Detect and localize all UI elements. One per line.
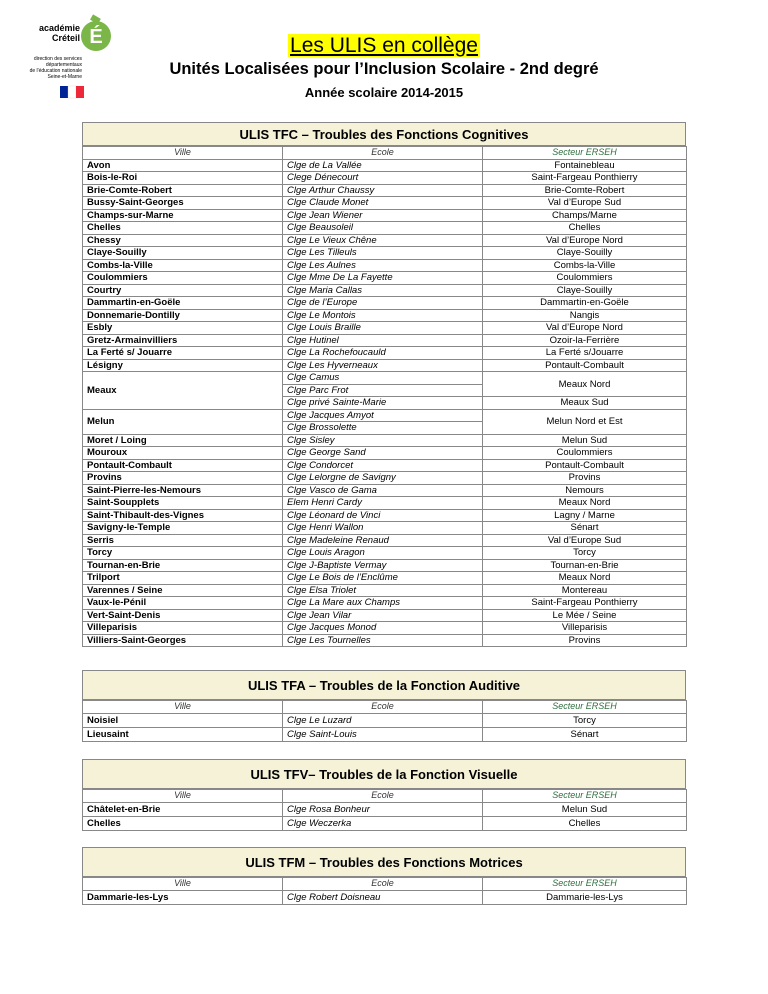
ecole-cell: Clge Elsa Triolet [283, 584, 483, 597]
ecole-cell: Clge Le Montois [283, 309, 483, 322]
ville-cell: Avon [83, 159, 283, 172]
tfm-table [82, 877, 687, 905]
secteur-cell: Melun Sud [483, 434, 687, 447]
ville-cell: Coulommiers [83, 272, 283, 285]
table-row [83, 322, 687, 335]
secteur-cell: Meaux Sud [483, 397, 687, 410]
ecole-cell: Clge Jean Vilar [283, 609, 483, 622]
table-row [83, 447, 687, 460]
col-secteur: Secteur ERSEH [483, 701, 687, 714]
secteur-cell: Le Mée / Seine [483, 609, 687, 622]
table-row [83, 534, 687, 547]
ecole-cell: Clge Louis Aragon [283, 547, 483, 560]
ecole-cell: Clge Le Bois de l’Enclûme [283, 572, 483, 585]
secteur-cell: Val d’Europe Nord [483, 234, 687, 247]
ecole-cell: Clge J-Baptiste Vermay [283, 559, 483, 572]
ecole-cell: Clge privé Sainte-Marie [283, 397, 483, 410]
ville-cell: Châtelet-en-Brie [83, 802, 283, 816]
ville-cell: Claye-Souilly [83, 247, 283, 260]
secteur-cell: Sénart [483, 727, 687, 741]
logo-sub-1: départementaux [45, 62, 82, 68]
col-secteur: Secteur ERSEH [483, 147, 687, 160]
ecole-cell: Clge Weczerka [283, 816, 483, 830]
ville-cell: Bussy-Saint-Georges [83, 197, 283, 210]
ville-cell: Chelles [83, 222, 283, 235]
secteur-cell: Montereau [483, 584, 687, 597]
ville-cell: Saint-Soupplets [83, 497, 283, 510]
tfc-section [82, 122, 686, 647]
ecole-cell: Clge Vasco de Gama [283, 484, 483, 497]
ecole-cell: Clge Les Aulnes [283, 259, 483, 272]
ecole-cell: Clge Beausoleil [283, 222, 483, 235]
ecole-cell: Clge Robert Doisneau [283, 890, 483, 904]
secteur-cell: Tournan-en-Brie [483, 559, 687, 572]
secteur-cell: Dammartin-en-Goële [483, 297, 687, 310]
ecole-cell: Clge Le Luzard [283, 713, 483, 727]
col-ville: Ville [83, 878, 283, 891]
ville-cell: Chelles [83, 816, 283, 830]
ville-cell: Saint-Thibault-des-Vignes [83, 509, 283, 522]
page-title-text: Les ULIS en collège [290, 34, 478, 57]
ville-cell: Lésigny [83, 359, 283, 372]
table-row [83, 509, 687, 522]
secteur-cell: Saint-Fargeau Ponthierry [483, 172, 687, 185]
secteur-cell: Provins [483, 634, 687, 647]
ecole-cell: Clge Lelorgne de Savigny [283, 472, 483, 485]
logo-sub-0: direction des services [33, 56, 82, 62]
table-row [83, 222, 687, 235]
ecole-cell: Clge Condorcet [283, 459, 483, 472]
tfa-section [82, 670, 686, 742]
secteur-cell: Lagny / Marne [483, 509, 687, 522]
table-row [83, 247, 687, 260]
column-headers [83, 878, 687, 891]
column-headers [83, 790, 687, 803]
ville-cell: Meaux [83, 372, 283, 410]
table-row [83, 409, 687, 422]
secteur-cell: Pontault-Combault [483, 359, 687, 372]
ecole-cell: Clge Parc Frot [283, 384, 483, 397]
table-row [83, 159, 687, 172]
secteur-cell: Melun Sud [483, 802, 687, 816]
secteur-cell: La Ferté s/Jouarre [483, 347, 687, 360]
ecole-cell: Clge Les Tournelles [283, 634, 483, 647]
table-row [83, 584, 687, 597]
ecole-cell: Clge Brossolette [283, 422, 483, 435]
school-year: Année scolaire 2014-2015 [304, 85, 464, 100]
col-ecole: Ecole [283, 878, 483, 891]
ville-cell: Saint-Pierre-les-Nemours [83, 484, 283, 497]
ecole-cell: Clge de La Vallée [283, 159, 483, 172]
table-row [83, 597, 687, 610]
page-subtitle: Unités Localisées pour l’Inclusion Scolaire - 2nd degré [169, 60, 599, 78]
tfv-table [82, 789, 687, 831]
ville-cell: Bois-le-Roi [83, 172, 283, 185]
tfc-rows-2 [83, 434, 687, 647]
ville-cell: Lieusaint [83, 727, 283, 741]
table-row [83, 559, 687, 572]
ecole-cell: Clge de l’Europe [283, 297, 483, 310]
ecole-cell: Clge Arthur Chaussy [283, 184, 483, 197]
table-row [83, 259, 687, 272]
table-row [83, 816, 687, 830]
tfa-header: ULIS TFA – Troubles de la Fonction Auditive [82, 670, 686, 700]
ville-cell: Champs-sur-Marne [83, 209, 283, 222]
secteur-cell: Val d’Europe Sud [483, 534, 687, 547]
secteur-cell: Nemours [483, 484, 687, 497]
secteur-cell: Claye-Souilly [483, 247, 687, 260]
ecole-cell: Clge George Sand [283, 447, 483, 460]
ville-cell: Varennes / Seine [83, 584, 283, 597]
ville-cell: Dammarie-les-Lys [83, 890, 283, 904]
secteur-cell: Brie-Comte-Robert [483, 184, 687, 197]
table-row [83, 209, 687, 222]
ecole-cell: Clge Henri Wallon [283, 522, 483, 535]
table-row [83, 522, 687, 535]
column-headers [83, 701, 687, 714]
col-ville: Ville [83, 790, 283, 803]
secteur-cell: Torcy [483, 713, 687, 727]
secteur-cell: Champs/Marne [483, 209, 687, 222]
tfc-header: ULIS TFC – Troubles des Fonctions Cognitives [82, 122, 686, 146]
table-row [83, 609, 687, 622]
table-row [83, 234, 687, 247]
ville-cell: Torcy [83, 547, 283, 560]
ville-cell: La Ferté s/ Jouarre [83, 347, 283, 360]
table-row [83, 184, 687, 197]
ecole-cell: Clge Jacques Amyot [283, 409, 483, 422]
ville-cell: Donnemarie-Dontilly [83, 309, 283, 322]
secteur-cell: Combs-la-Ville [483, 259, 687, 272]
ville-cell: Vert-Saint-Denis [83, 609, 283, 622]
ville-cell: Noisiel [83, 713, 283, 727]
ecole-cell: Clge Les Hyverneaux [283, 359, 483, 372]
ecole-cell: Clge Mme De La Fayette [283, 272, 483, 285]
secteur-cell: Meaux Nord [483, 572, 687, 585]
tfv-rows [83, 802, 687, 830]
ecole-cell: Clge Les Tilleuls [283, 247, 483, 260]
col-ville: Ville [83, 147, 283, 160]
col-secteur: Secteur ERSEH [483, 790, 687, 803]
tfm-section [82, 847, 686, 905]
ecole-cell: Clge Jacques Monod [283, 622, 483, 635]
secteur-cell: Fontainebleau [483, 159, 687, 172]
table-row [83, 472, 687, 485]
ecole-cell: Clge Hutinel [283, 334, 483, 347]
tfa-rows [83, 713, 687, 741]
table-row [83, 347, 687, 360]
ville-cell: Dammartin-en-Goële [83, 297, 283, 310]
table-row [83, 622, 687, 635]
page-title [0, 34, 768, 58]
secteur-cell: Pontault-Combault [483, 459, 687, 472]
col-ecole: Ecole [283, 701, 483, 714]
table-row [83, 372, 687, 385]
table-row [83, 334, 687, 347]
ville-cell: Mouroux [83, 447, 283, 460]
ville-cell: Moret / Loing [83, 434, 283, 447]
table-row [83, 359, 687, 372]
ville-cell: Serris [83, 534, 283, 547]
tfa-table [82, 700, 687, 742]
ecole-cell: Clge La Mare aux Champs [283, 597, 483, 610]
ecole-cell: Clge La Rochefoucauld [283, 347, 483, 360]
ville-cell: Villeparisis [83, 622, 283, 635]
ecole-cell: Clge Louis Braille [283, 322, 483, 335]
secteur-cell: Coulommiers [483, 447, 687, 460]
secteur-cell: Torcy [483, 547, 687, 560]
table-row [83, 172, 687, 185]
secteur-cell: Villeparisis [483, 622, 687, 635]
table-row [83, 634, 687, 647]
secteur-cell: Saint-Fargeau Ponthierry [483, 597, 687, 610]
table-row [83, 727, 687, 741]
ville-cell: Chessy [83, 234, 283, 247]
ville-cell: Tournan-en-Brie [83, 559, 283, 572]
secteur-cell: Chelles [483, 816, 687, 830]
table-row [83, 890, 687, 904]
ecole-cell: Clge Madeleine Renaud [283, 534, 483, 547]
ville-cell: Brie-Comte-Robert [83, 184, 283, 197]
secteur-cell: Meaux Nord [483, 497, 687, 510]
secteur-cell: Melun Nord et Est [483, 409, 687, 434]
table-row [83, 309, 687, 322]
table-row [83, 459, 687, 472]
table-row [83, 272, 687, 285]
table-row [83, 547, 687, 560]
secteur-cell: Dammarie-les-Lys [483, 890, 687, 904]
col-secteur: Secteur ERSEH [483, 878, 687, 891]
ville-cell: Courtry [83, 284, 283, 297]
secteur-cell: Meaux Nord [483, 372, 687, 397]
ville-cell: Villiers-Saint-Georges [83, 634, 283, 647]
secteur-cell: Ozoir-la-Ferrière [483, 334, 687, 347]
ville-cell: Trilport [83, 572, 283, 585]
tfm-header: ULIS TFM – Troubles des Fonctions Motrices [82, 847, 686, 877]
ville-cell: Pontault-Combault [83, 459, 283, 472]
ecole-cell: Clge Camus [283, 372, 483, 385]
tfv-section [82, 759, 686, 831]
tfc-rows [83, 159, 687, 372]
ecole-cell: Clge Maria Callas [283, 284, 483, 297]
table-row [83, 497, 687, 510]
secteur-cell: Sénart [483, 522, 687, 535]
table-row [83, 434, 687, 447]
tfv-header: ULIS TFV– Troubles de la Fonction Visuelle [82, 759, 686, 789]
ville-cell: Esbly [83, 322, 283, 335]
secteur-cell: Coulommiers [483, 272, 687, 285]
table-row [83, 572, 687, 585]
col-ecole: Ecole [283, 790, 483, 803]
tfm-rows [83, 890, 687, 904]
logo-sub-3: Seine-et-Marne [47, 74, 82, 80]
ecole-cell: Clge Saint-Louis [283, 727, 483, 741]
ecole-cell: Elem Henri Cardy [283, 497, 483, 510]
table-row [83, 197, 687, 210]
secteur-cell: Val d’Europe Nord [483, 322, 687, 335]
svg-text:É: É [89, 26, 103, 48]
ville-cell: Savigny-le-Temple [83, 522, 283, 535]
ecole-cell: Clge Le Vieux Chêne [283, 234, 483, 247]
secteur-cell: Val d’Europe Sud [483, 197, 687, 210]
logo-sub-2: de l'éducation nationale [29, 68, 82, 74]
tfc-meaux-rows [83, 372, 687, 435]
column-headers [83, 147, 687, 160]
secteur-cell: Nangis [483, 309, 687, 322]
ville-cell: Combs-la-Ville [83, 259, 283, 272]
table-row [83, 297, 687, 310]
ecole-cell: Clege Dénecourt [283, 172, 483, 185]
table-row [83, 802, 687, 816]
secteur-cell: Claye-Souilly [483, 284, 687, 297]
col-ville: Ville [83, 701, 283, 714]
ecole-cell: Clge Rosa Bonheur [283, 802, 483, 816]
ville-cell: Melun [83, 409, 283, 434]
ville-cell: Vaux-le-Pénil [83, 597, 283, 610]
table-row [83, 284, 687, 297]
logo-line1: académie [38, 23, 80, 33]
table-row [83, 713, 687, 727]
secteur-cell: Provins [483, 472, 687, 485]
ville-cell: Gretz-Armainvilliers [83, 334, 283, 347]
ville-cell: Provins [83, 472, 283, 485]
ecole-cell: Clge Jean Wiener [283, 209, 483, 222]
ecole-cell: Clge Sisley [283, 434, 483, 447]
secteur-cell: Chelles [483, 222, 687, 235]
table-row [83, 484, 687, 497]
tfc-table [82, 146, 687, 647]
ecole-cell: Clge Claude Monet [283, 197, 483, 210]
logo-line2: Créteil [51, 33, 80, 43]
col-ecole: Ecole [283, 147, 483, 160]
ecole-cell: Clge Léonard de Vinci [283, 509, 483, 522]
